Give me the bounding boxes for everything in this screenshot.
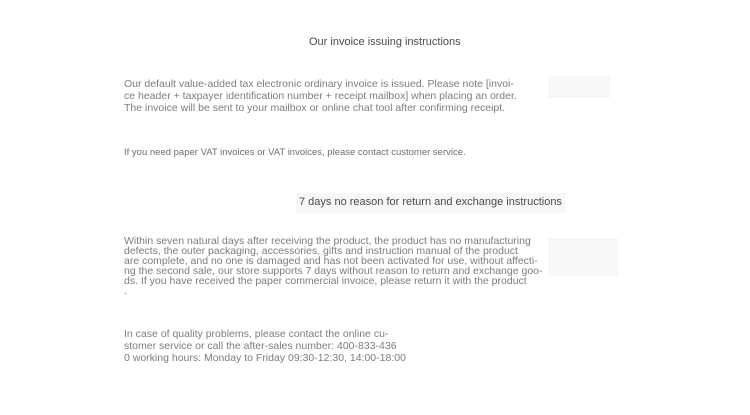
- return-instructions-title: 7 days no reason for return and exchange instructions: [299, 196, 562, 208]
- paragraph-line: In case of quality problems, please contact the online cu-: [124, 328, 389, 340]
- paragraph-line: ds. If you have received the paper commercial invoice, please return it with the product: [124, 275, 527, 287]
- paragraph-line: ng the second sale, our store supports 7 days without reason to return and exchange goo-: [124, 265, 543, 277]
- highlight-block: [548, 76, 610, 98]
- paragraph-line: defects, the outer packaging, accessories, gifts and instruction manual of the product: [124, 245, 518, 257]
- paragraph-line: The invoice will be sent to your mailbox or online chat tool after confirming receipt.: [124, 102, 506, 114]
- contact-paragraph: [124, 328, 406, 364]
- highlight-block: [548, 238, 618, 276]
- paragraph-line: are complete, and no one is damaged and has not been activated for use, without affecti-: [124, 255, 538, 267]
- paragraph-line: ce header + taxpayer identification number + receipt mailbox] when placing an order.: [124, 90, 517, 102]
- return-paragraph: [124, 236, 543, 296]
- paragraph-line: Within seven natural days after receiving the product, the product has no manufacturing: [124, 235, 531, 247]
- invoice-paragraph: [124, 78, 517, 114]
- paper-invoice-note: If you need paper VAT invoices or VAT invoices, please contact customer service.: [124, 147, 466, 158]
- paragraph-line: stomer service or call the after-sales number: 400-833-436: [124, 340, 397, 352]
- paragraph-line: Our default value-added tax electronic ordinary invoice is issued. Please note [invoi-: [124, 78, 514, 90]
- invoice-instructions-title: Our invoice issuing instructions: [309, 36, 461, 48]
- paragraph-line: 0 working hours: Monday to Friday 09:30-12:30, 14:00-18:00: [124, 352, 406, 364]
- paragraph-line: .: [124, 285, 127, 297]
